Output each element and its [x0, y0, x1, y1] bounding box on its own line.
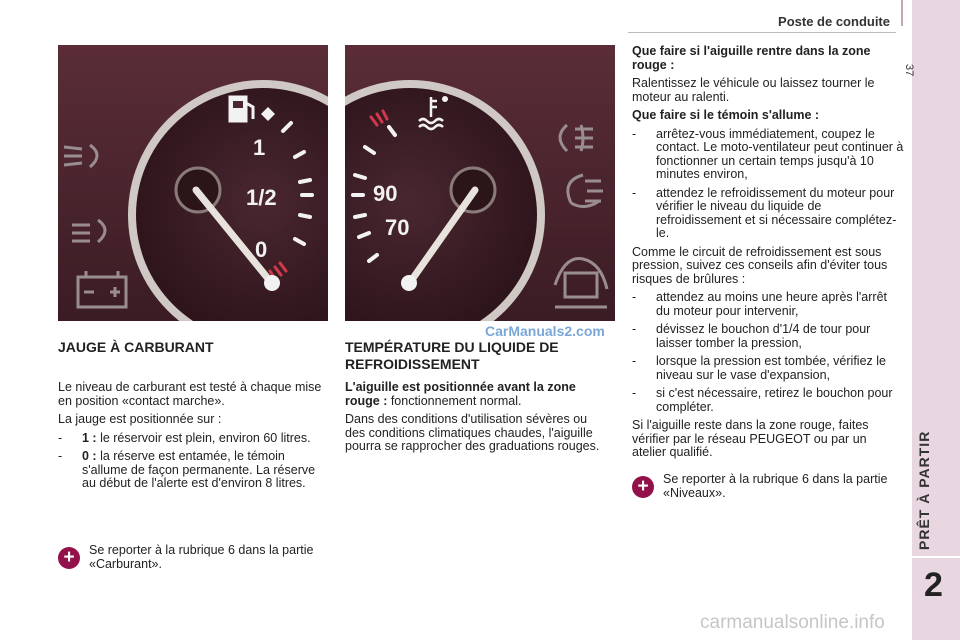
closing-paragraph: Si l'aiguille reste dans la zone rouge, faites vérifier par le réseau PEUGEOT ou par un atelier qualifié. [632, 418, 869, 459]
list-dash: - [58, 430, 63, 445]
fuel-item-text: la réserve est entamée, le témoin s'allume de façon permanente. La réserve au début de l'alerte est d'environ 8 litres. [82, 449, 316, 490]
footer-watermark: carmanualsonline.info [700, 612, 885, 633]
list-item [632, 128, 904, 182]
fuel-item-key: 1 : [82, 430, 97, 445]
temperature-gauge-photo [345, 45, 615, 321]
temperature-heading-line2: REFROIDISSEMENT [345, 356, 480, 372]
temperature-normal-text: fonctionnement normal. [387, 393, 522, 408]
fuel-lead: La jauge est positionnée sur : [58, 412, 222, 426]
chapter-number: 2 [924, 566, 943, 604]
question-red-zone: Que faire si l'aiguille rentre dans la zone rouge : [632, 44, 871, 72]
source-watermark: CarManuals2.com [485, 323, 605, 339]
fuel-intro: Le niveau de carburant est testé à chaque mise en position «contact marche». [58, 380, 322, 408]
temperature-gauge-lower-label: 70 [385, 215, 410, 240]
list-dash: - [632, 322, 637, 336]
fuel-info-text: Se reporter à la rubrique 6 dans la partie «Carburant». [89, 543, 314, 571]
list-item [632, 291, 904, 318]
side-divider [912, 556, 960, 558]
temperature-conditions: Dans des conditions d'utilisation sévères ou des conditions climatiques chaudes, l'aiguille pourra se rapprocher des graduations rouges. [345, 412, 600, 453]
temperature-normal-paragraph [345, 381, 610, 408]
list-dash: - [632, 290, 637, 304]
answer-red-zone: Ralentissez le véhicule ou laissez tourner le moteur au ralenti. [632, 76, 875, 104]
list-dash: - [632, 386, 637, 400]
page-header-title: Poste de conduite [778, 14, 890, 29]
list-dash: - [58, 449, 63, 463]
list-item [632, 355, 904, 382]
chapter-side-label: PRÊT À PARTIR [916, 430, 932, 550]
list-item [58, 432, 330, 446]
list-item-text: attendez au moins une heure après l'arrêt du moteur pour intervenir, [656, 290, 887, 318]
temperature-section-heading [345, 339, 620, 373]
temperature-normal-bold: L'aiguille est positionnée avant la zone rouge : [345, 380, 576, 408]
fuel-gauge-photo [58, 45, 328, 321]
list-dash: - [632, 185, 637, 200]
right-column-body [632, 45, 904, 465]
fuel-gauge-empty-label: 0 [255, 237, 268, 262]
list-item-text: dévissez le bouchon d'1/4 de tour pour laisser tomber la pression, [656, 322, 871, 350]
fuel-item-key: 0 : [82, 449, 97, 463]
temperature-section-body [345, 381, 610, 459]
list-dash: - [632, 354, 637, 368]
fuel-item-text: le réservoir est plein, environ 60 litres. [96, 430, 311, 445]
temperature-heading-line1: TEMPÉRATURE DU LIQUIDE DE [345, 339, 559, 355]
list-dash: - [632, 126, 637, 141]
list-item-text: attendez le refroidissement du moteur pour vérifier le niveau du liquide de refroidissement et si nécessaire complétez-le. [656, 185, 897, 240]
fuel-gauge-full-label: 1 [253, 135, 266, 160]
plus-icon: + [632, 476, 654, 498]
levels-info-text: Se reporter à la rubrique 6 dans la partie «Niveaux». [663, 472, 888, 500]
levels-info-note [632, 473, 904, 500]
fuel-gauge-half-label: 1/2 [246, 185, 277, 210]
list-item [632, 187, 904, 241]
question-warning-light: Que faire si le témoin s'allume : [632, 108, 820, 122]
list-item-text: lorsque la pression est tombée, vérifiez le niveau sur le vase d'expansion, [656, 354, 886, 382]
fuel-info-note [58, 544, 328, 571]
list-item [632, 387, 904, 414]
fuel-section-heading: JAUGE À CARBURANT [58, 339, 214, 355]
page-number: 37 [903, 64, 915, 77]
pressure-paragraph: Comme le circuit de refroidissement est sous pression, suivez ces conseils afin d'éviter tous risques de brûlures : [632, 244, 888, 286]
fuel-section-body [58, 381, 330, 496]
list-item [632, 323, 904, 350]
list-item-text: arrêtez-vous immédiatement, coupez le contact. Le moto-ventilateur peut continuer à fonctionner un certain temps jusqu'à 10 minutes environ, [656, 126, 904, 181]
list-item-text: si c'est nécessaire, retirez le bouchon pour compléter. [656, 386, 893, 414]
temperature-gauge-upper-label: 90 [373, 181, 398, 206]
header-tab-marker [901, 0, 903, 26]
header-divider [628, 32, 896, 33]
plus-icon: + [58, 547, 80, 569]
list-item [58, 450, 330, 491]
